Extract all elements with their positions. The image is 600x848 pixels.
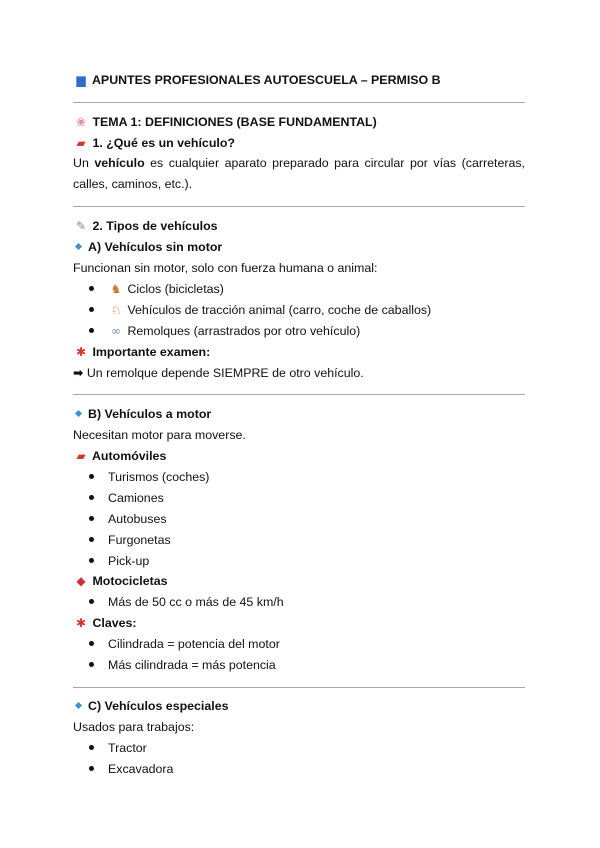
diamond-icon	[75, 702, 82, 709]
horse-icon: ♘	[110, 303, 122, 317]
especiales-intro: Usados para trabajos:	[73, 720, 195, 734]
book-icon: ▆	[76, 73, 86, 87]
list-item: Camiones	[89, 490, 164, 506]
link-icon: ∞	[111, 324, 121, 338]
car-icon: ▰	[76, 449, 86, 463]
cyclist-icon: ♞	[110, 282, 122, 296]
subheading-a-motor: B) Vehículos a motor	[73, 406, 211, 422]
automoviles-label: ▰ Automóviles	[73, 448, 166, 464]
pushpin-icon: ✱	[75, 345, 87, 359]
subheading-que-es: ▰ 1. ¿Qué es un vehículo?	[73, 135, 235, 151]
list-item: Excavadora	[89, 761, 173, 777]
subheading-sin-motor: A) Vehículos sin motor	[73, 239, 222, 255]
arrow-right-icon: ➡	[73, 366, 84, 380]
list-item: Cilindrada = potencia del motor	[89, 636, 280, 652]
list-item: Más de 50 cc o más de 45 km/h	[89, 594, 284, 610]
list-item: Autobuses	[89, 511, 167, 527]
list-item: Furgonetas	[89, 532, 171, 548]
list-item: Pick-up	[89, 553, 149, 569]
car-icon: ▰	[76, 136, 86, 150]
list-item: ∞ Remolques (arrastrados por otro vehículo)	[89, 323, 360, 339]
subheading-tipos: ✎ 2. Tipos de vehículos	[73, 218, 218, 234]
sin-motor-intro: Funcionan sin motor, solo con fuerza humana o animal:	[73, 261, 378, 275]
divider	[73, 206, 525, 207]
claves-label: ✱ Claves:	[73, 615, 137, 631]
divider	[73, 394, 525, 395]
list-item: Más cilindrada = más potencia	[89, 657, 276, 673]
important-label: ✱ Importante examen:	[73, 344, 210, 360]
pushpin-icon: ✱	[75, 616, 87, 630]
document-title: ▆ APUNTES PROFESIONALES AUTOESCUELA – PERMISO B	[73, 72, 441, 88]
wrench-icon: ✎	[75, 219, 87, 233]
section-heading-tema1: ❀ TEMA 1: DEFINICIONES (BASE FUNDAMENTAL)	[73, 114, 377, 130]
important-note: ➡ Un remolque depende SIEMPRE de otro vehículo.	[73, 366, 364, 380]
list-item: ♘ Vehículos de tracción animal (carro, coche de caballos)	[89, 302, 431, 318]
a-motor-intro: Necesitan motor para moverse.	[73, 428, 246, 442]
brain-icon: ❀	[75, 115, 87, 129]
motocicletas-label: ◆ Motocicletas	[73, 573, 168, 589]
list-item: Tractor	[89, 740, 147, 756]
diamond-icon	[75, 243, 82, 250]
list-item: Turismos (coches)	[89, 469, 209, 485]
motorcycle-icon: ◆	[76, 574, 86, 588]
divider	[73, 102, 525, 103]
divider	[73, 687, 525, 688]
definition-paragraph: Un vehículo es cualquier aparato preparado para circular por vías (carreteras, calles, caminos, etc.).	[73, 156, 525, 191]
list-item: ♞ Ciclos (bicicletas)	[89, 281, 224, 297]
diamond-icon	[75, 410, 82, 417]
subheading-especiales: C) Vehículos especiales	[73, 698, 229, 714]
